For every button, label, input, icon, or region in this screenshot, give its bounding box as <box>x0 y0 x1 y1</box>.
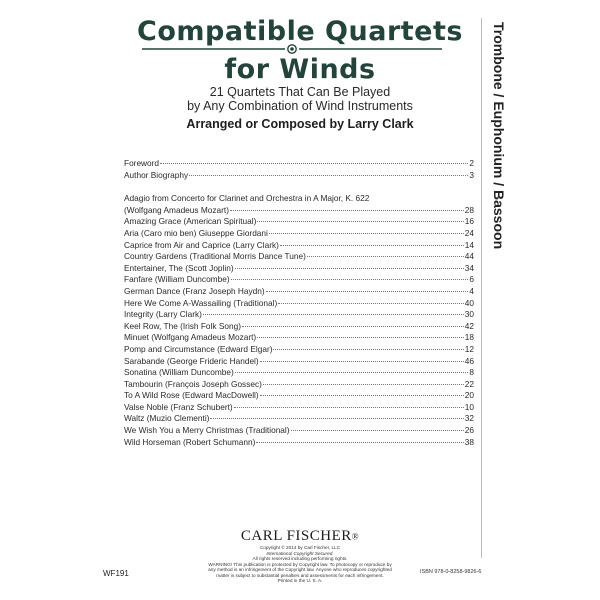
toc-title: We Wish You a Merry Christmas (Traditional) <box>124 425 290 436</box>
side-divider <box>481 18 482 558</box>
toc-page: 42 <box>464 320 474 331</box>
toc-row-author-biography <box>124 170 474 182</box>
toc-row <box>124 425 474 437</box>
toc-row <box>124 344 474 356</box>
copyright-line: any method is an infringement of the Copyright law. Anyone who reproduces copyrighted <box>208 567 392 572</box>
toc-title: Keel Row, The (Irish Folk Song) <box>124 320 241 331</box>
toc-title: Wild Horseman (Robert Schumann) <box>124 436 256 447</box>
toc-page: 30 <box>464 309 474 320</box>
toc-page: 22 <box>464 378 474 389</box>
isbn: ISBN 978-0-8258-9826-6 <box>420 569 482 575</box>
toc-page: 44 <box>464 251 474 262</box>
toc-row <box>124 263 474 275</box>
toc-row <box>124 228 474 240</box>
toc-page: 24 <box>464 227 474 238</box>
publisher-name: CARL FISCHER <box>240 528 352 544</box>
toc-page: 40 <box>464 297 474 308</box>
toc-row <box>124 379 474 391</box>
toc-title: Entertainer, The (Scott Joplin) <box>124 262 234 273</box>
toc-row <box>124 413 474 425</box>
toc-title: Author Biography <box>124 169 189 180</box>
toc-title: Foreword <box>124 158 160 168</box>
copyright-line: matter is subject to substantial penalties and assessments for each infringement. <box>216 572 384 578</box>
toc-page: 12 <box>464 343 474 354</box>
toc-page: 32 <box>464 413 474 424</box>
toc-title: Sarabande (George Frideric Handel) <box>124 355 259 366</box>
toc-title: Aria (Caro mio ben) Giuseppe Giordani <box>124 227 268 238</box>
instrument-label: Trombone / Euphonium / Bassoon <box>491 22 507 250</box>
toc-row <box>124 298 474 310</box>
table-of-contents <box>124 158 474 448</box>
toc-title: Pomp and Circumstance (Edward Elgar) <box>124 343 273 354</box>
toc-title: Waltz (Muzio Clementi) <box>124 413 210 424</box>
toc-page: 3 <box>469 169 474 180</box>
toc-row <box>124 390 474 402</box>
subtitle-line-2: by Any Combination of Wind Instruments <box>187 99 413 113</box>
toc-title: Integrity (Larry Clark) <box>124 309 202 320</box>
toc-page: 26 <box>464 425 474 436</box>
registered-mark: ® <box>351 531 360 542</box>
toc-page: 14 <box>464 239 474 250</box>
toc-page: 28 <box>464 204 474 215</box>
toc-title-continued: (Wolfgang Amadeus Mozart) <box>124 204 229 215</box>
toc-title: Amazing Grace (American Spiritual) <box>124 216 257 227</box>
arranger-credit: Arranged or Composed by Larry Clark <box>186 117 414 131</box>
toc-title: Valse Noble (Franz Schubert) <box>124 401 233 412</box>
toc-title: Country Gardens (Traditional Morris Dance Tune) <box>124 251 306 262</box>
title-line-1: Compatible Quartets <box>137 16 463 47</box>
toc-title: Sonatina (William Duncombe) <box>124 367 234 378</box>
toc-page: 2 <box>469 158 474 168</box>
copyright-line: WARNING! This publication is protected by Copyright law. To photocopy or reproduce by <box>208 561 392 567</box>
toc-row <box>124 332 474 344</box>
toc-title: To A Wild Rose (Edward MacDowell) <box>124 390 259 401</box>
toc-title: Tambourin (François Joseph Gossec) <box>124 378 262 389</box>
toc-row <box>124 321 474 333</box>
toc-row <box>124 216 474 228</box>
toc-page: 4 <box>469 285 474 296</box>
toc-title: Fanfare (William Duncombe) <box>124 274 230 285</box>
copyright-line: International Copyright Secured. <box>266 550 334 556</box>
toc-page: 34 <box>464 262 474 273</box>
toc-row <box>124 240 474 252</box>
toc-title: Minuet (Wolfgang Amadeus Mozart) <box>124 332 257 343</box>
toc-title: German Dance (Franz Joseph Haydn) <box>124 285 265 296</box>
copyright-line: All rights reserved including performing rights. <box>252 556 348 561</box>
title-line-2: for Winds <box>224 54 376 85</box>
toc-row <box>124 274 474 286</box>
toc-title: Here We Come A-Wassailing (Traditional) <box>124 297 278 308</box>
toc-row <box>124 356 474 368</box>
toc-page: 16 <box>464 216 474 227</box>
toc-row <box>124 367 474 379</box>
toc-page: 46 <box>464 355 474 366</box>
publisher-logo <box>200 528 400 545</box>
copyright-line: Copyright © 2014 by Carl Fischer, LLC <box>259 545 341 550</box>
copyright-notice <box>190 545 410 584</box>
toc-page: 10 <box>464 401 474 412</box>
toc-page: 38 <box>464 436 474 447</box>
catalog-number: WF191 <box>103 569 129 578</box>
toc-row <box>124 402 474 414</box>
copyright-line: Printed in the U. S. A. <box>277 578 323 583</box>
toc-row-foreword <box>124 158 474 170</box>
toc-row <box>124 251 474 263</box>
toc-page: 18 <box>464 332 474 343</box>
toc-row <box>124 286 474 298</box>
toc-title: Adagio from Concerto for Clarinet and Orchestra in A Major, K. 622 <box>124 193 370 204</box>
toc-page: 20 <box>464 390 474 401</box>
toc-row-adagio <box>124 205 474 217</box>
subtitle-line-1: 21 Quartets That Can Be Played <box>209 85 391 99</box>
toc-row <box>124 437 474 449</box>
toc-page: 8 <box>469 367 474 378</box>
toc-page: 6 <box>469 274 474 285</box>
toc-title: Caprice from Air and Caprice (Larry Clark) <box>124 239 279 250</box>
toc-row <box>124 309 474 321</box>
